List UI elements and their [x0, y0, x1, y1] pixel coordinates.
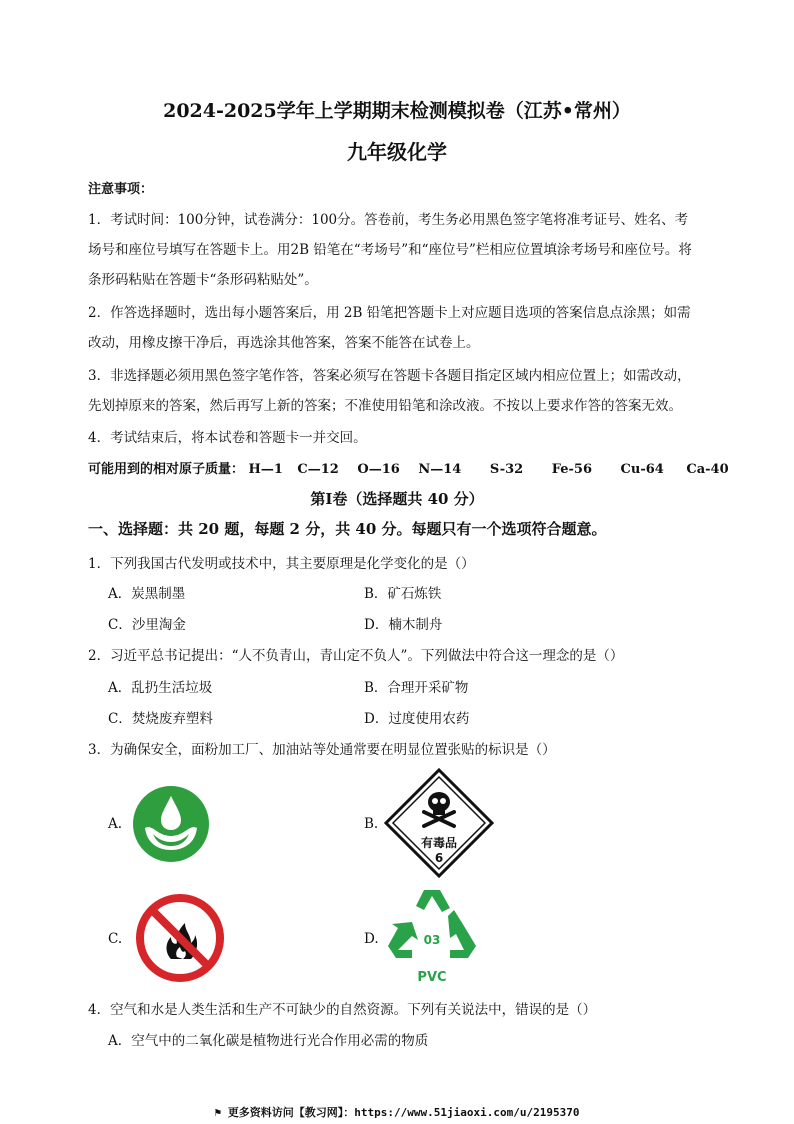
option-b[interactable]: B.	[364, 816, 379, 832]
notice-line: 先划掉原来的答案，然后再写上新的答案；不准使用铅笔和涂改液。不按以上要求作答的答案无效。	[88, 398, 682, 414]
footer	[0, 1104, 794, 1120]
part-title: 第Ⅰ卷（选择题共 40 分）	[310, 490, 484, 508]
option-b[interactable]: B．合理开采矿物	[364, 680, 469, 696]
flag-icon: ⚑	[214, 1106, 228, 1119]
recycle-pvc-sign-icon[interactable]	[384, 888, 480, 972]
atomic-mass-item: Ca-40	[686, 462, 729, 477]
exam-title: 2024-2025学年上学期期末检测模拟卷（江苏•常州）	[163, 100, 631, 122]
recycle-label: PVC	[417, 970, 447, 985]
notice-line: 4．考试结束后，将本试卷和答题卡一并交回。	[88, 430, 367, 446]
question-stem: 4．空气和水是人类生活和生产不可缺少的自然资源。下列有关说法中，错误的是（）	[88, 1002, 597, 1018]
atomic-mass-item: Cu-64	[620, 462, 664, 477]
recycle-code: 03	[423, 933, 441, 947]
option-a[interactable]: A．空气中的二氧化碳是植物进行光合作用必需的物质	[108, 1033, 429, 1049]
notice-line: 3．非选择题必须用黑色签字笔作答，答案必须写在答题卡各题目指定区域内相应位置上；如需改动，	[88, 368, 691, 384]
toxic-sign-label: 有毒品	[420, 836, 457, 850]
atomic-mass-item: Fe-56	[551, 462, 593, 477]
question-stem: 1．下列我国古代发明或技术中，其主要原理是化学变化的是（）	[88, 556, 475, 572]
notice-line: 1．考试时间：100分钟，试卷满分：100分。答卷前，考生务必用黑色签字笔将准考证号、姓名、考	[88, 212, 689, 228]
atomic-mass-item: N—14	[418, 462, 462, 477]
water-saving-sign-icon[interactable]	[131, 784, 211, 868]
option-c[interactable]: C.	[108, 931, 123, 947]
atomic-mass-item: S-32	[489, 462, 524, 477]
question-stem: 2．习近平总书记提出：“人不负青山，青山定不负人”。下列做法中符合这一理念的是（）	[88, 648, 624, 664]
notice-heading: 注意事项：	[88, 182, 154, 197]
atomic-masses	[88, 458, 729, 477]
atomic-mass-item: H—1	[248, 462, 283, 477]
footer-link[interactable]: 更多资料访问【教习网】：https://www.51jiaoxi.com/u/2195370	[227, 1106, 580, 1119]
option-c[interactable]: C．焚烧废弃塑料	[108, 711, 213, 727]
question-stem: 3．为确保安全，面粉加工厂、加油站等处通常要在明显位置张贴的标识是（）	[88, 742, 556, 758]
atomic-masses-label: 可能用到的相对原子质量：	[88, 462, 245, 477]
option-a[interactable]: A．乱扔生活垃圾	[108, 680, 213, 696]
atomic-mass-item: O—16	[357, 462, 400, 477]
option-a[interactable]: A.	[108, 816, 123, 832]
atomic-mass-item: C—12	[297, 462, 339, 477]
option-c[interactable]: C．沙里淘金	[108, 617, 186, 633]
option-b[interactable]: B．矿石炼铁	[364, 586, 442, 602]
option-d[interactable]: D．楠木制舟	[364, 617, 443, 633]
section-title: 一、选择题：共 20 题，每题 2 分，共 40 分。每题只有一个选项符合题意。	[88, 520, 607, 538]
option-a[interactable]: A．炭黑制墨	[108, 586, 186, 602]
exam-subtitle: 九年级化学	[347, 140, 447, 164]
option-d[interactable]: D.	[364, 931, 379, 947]
notice-line: 2．作答选择题时，选出每小题答案后，用 2B 铅笔把答题卡上对应题目选项的答案信息点涂黑；如需	[88, 305, 691, 321]
notice-line: 改动，用橡皮擦干净后，再选涂其他答案，答案不能答在试卷上。	[88, 335, 480, 351]
option-d[interactable]: D．过度使用农药	[364, 711, 470, 727]
notice-line: 场号和座位号填写在答题卡上。用2B 铅笔在“考场号”和“座位号”栏相应位置填涂考场号和座位号。将	[88, 242, 692, 258]
notice-line: 条形码粘贴在答题卡“条形码粘贴处”。	[88, 272, 318, 288]
no-fire-sign-icon[interactable]	[135, 893, 225, 987]
toxic-sign-class: 6	[434, 851, 444, 865]
